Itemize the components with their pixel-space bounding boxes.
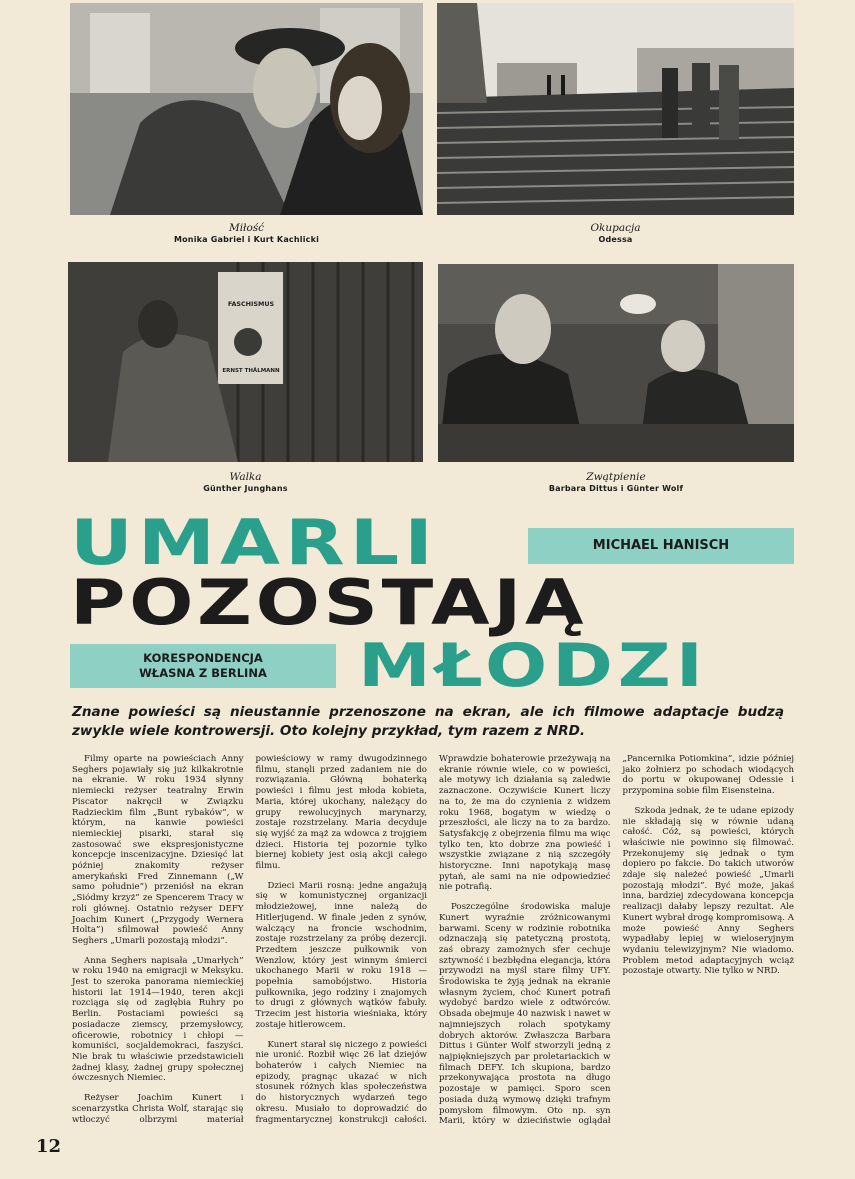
photo-okupacja bbox=[437, 3, 794, 215]
article-body bbox=[72, 754, 794, 1132]
correspondence-band bbox=[70, 644, 336, 688]
photo-walka bbox=[68, 262, 423, 462]
headline-line-3: MŁODZI bbox=[358, 631, 708, 701]
caption-title: Walka bbox=[229, 471, 262, 483]
article-lead: Znane powieści są nieustannie przenoszone na ekran, ale ich filmowe adaptacje budzą zwykle wiele kontrowersji. Oto kolejny przykład, tym razem z NRD. bbox=[72, 704, 784, 739]
headline-line-2: POZOSTAJĄ bbox=[70, 566, 588, 639]
article-paragraph: Reżyser Joachim Kunert i scenarzystka Christa Wolf, starając się wtłoczyć olbrzymi materiał powieściowy w ramy dwugodzinnego filmu, stanęli przed zadaniem nie do rozwiązania. Główną bohaterką powieści i filmu jest młoda kobieta, Maria, której ukochany, należący do grupy rewolucyjnych marynarzy, zostaje rozstrzelany. Maria decyduje się wyjść za mąż za wdowca z trojgiem dzieci. Historia tej pozornie tylko biernej kobiety jest osią akcji całego filmu. bbox=[72, 754, 427, 1125]
caption-subtitle: Barbara Dittus i Günter Wolf bbox=[548, 484, 684, 493]
photo-caption-zwatpienie bbox=[438, 471, 794, 494]
photo-caption-walka bbox=[68, 471, 423, 494]
headline-line-1: UMARLI bbox=[70, 506, 438, 579]
article-paragraph: Poszczególne środowiska maluje Kunert wyraźnie zróżnicowanymi barwami. Sceny w rodzinie robotnika odznaczają się patetyczną prostotą, zaś obrazy zamożnych sfer cechuje sztywność i bezbłędna elegancja, która przywodzi na myśl stare filmy UFY. Środowiska te żyją jednak na ekranie własnym życiem, choć Kunert potrafi wydobyć bardzo wiele z odtwórców. Obsada obejmuje 40 nazwisk i nawet w najmniejszych rolach spotykamy dobrych aktorów. Zwłaszcza Barbara Dittus i Günter Wolf stworzyli jedną z najpiękniejszych par proletariackich w filmach DEFY. Ich skupiona, bardzo przekonywająca prostota na długo pozostaje w pamięci. Sporo scen posiada dużą wymowę dzięki trafnym pomysłom filmowym. Oto np. syn Marii, który w dzieciństwie oglądał „Pancernika Potiomkina”, idzie później jako żołnierz po schodach wiodących do portu w okupowanej Odessie i przypomina sobie film Eisensteina. bbox=[439, 754, 794, 1127]
caption-title: Okupacja bbox=[590, 222, 641, 234]
article-paragraph: Kunert starał się niczego z powieści nie uronić. Rozbił więc 26 lat dziejów bohaterów i całych Niemiec na epizody, pragnąc ukazać w nich stosunek różnych klas społeczeństwa do historycznych wydarzeń tego okresu. Musiało to doprowadzić do fragmentarycznej konstrukcji całości. Wprawdzie bohaterowie przeżywają na ekranie równie wiele, co w powieści, ale motywy ich działania są zaledwie zaznaczone. Oczywiście Kunert liczy na to, że ma do czynienia z widzem roku 1968, bogatym w wiedzę o przeszłości, ale liczy na to za bardzo. Satysfakcję z obejrzenia filmu ma więc tylko ten, kto dobrze zna powieść i wszystkie związane z nią szczegóły historyczne. Inni napotykają masę pytań, ale sami na nie odpowiedzieć nie potrafią. bbox=[255, 754, 611, 1125]
caption-subtitle: Monika Gabriel i Kurt Kachlicki bbox=[173, 235, 320, 244]
caption-title: Miłość bbox=[228, 222, 265, 234]
poster-name: ERNST THÄLMANN bbox=[222, 368, 280, 374]
author-name: MICHAEL HANISCH bbox=[592, 538, 730, 553]
photo-caption-milosc bbox=[70, 222, 423, 245]
article-paragraph: Dzieci Marii rosną: jedne angażują się w komunistycznej organizacji młodzieżowej, inne należą do Hitlerjugend. W finale jeden z synów, walczący na froncie wschodnim, zostaje rozstrzelany za próbę dezercji. Przedtem jeszcze pułkownik von Wenzlow, który jest winnym śmierci ukochanego Marii w roku 1918 — popełnia samobójstwo. Historia pułkownika, jego rodziny i znajomych to drugi z głównych wątków fabuły. Trzecim jest historia wieśniaka, który zostaje hitlerowcem. bbox=[255, 880, 427, 1030]
photo-milosc bbox=[70, 3, 423, 215]
caption-subtitle: Odessa bbox=[598, 235, 633, 244]
correspondence-line-1: KORESPONDENCJA bbox=[143, 651, 263, 665]
caption-subtitle: Günther Junghans bbox=[203, 484, 288, 493]
photo-zwatpienie bbox=[438, 264, 794, 462]
article-paragraph: Szkoda jednak, że te udane epizody nie składają się w równie udaną całość. Cóż, są powieści, których właściwie nie powinno się filmować. Przekonujemy się jednak o tym dopiero po fakcie. Do takich utworów zdaje się należeć powieść „Umarli pozostają młodzi”. Być może, jakaś inna, bardziej zdecydowana koncepcja realizacji dałaby lepszy rezultat. Ale Kunert wybrał drogę kompromisową. A może powieść Anny Seghers wypadłaby lepiej w wieloseryjnym wydaniu telewizyjnym? Nie wiadomo. Problem metod adaptacyjnych wciąż pozostaje otwarty. Nie tylko w NRD. bbox=[622, 805, 794, 977]
poster-text bbox=[220, 300, 282, 308]
page-number: 12 bbox=[36, 1136, 62, 1157]
poster-headline: FASCHISMUS bbox=[227, 300, 275, 308]
caption-title: Zwątpienie bbox=[586, 471, 646, 483]
article-paragraph: Filmy oparte na powieściach Anny Seghers pojawiały się już kilkakrotnie na ekranie. W roku 1934 słynny niemiecki reżyser teatralny Erwin Piscator nakręcił w Związku Radzieckim film „Bunt rybaków”, w którym, na kanwie powieści niemieckiej pisarki, starał się zastosować swe ekspresjonistyczne koncepcje inscenizacyjne. Dziesięć lat później znakomity reżyser amerykański Fred Zinnemann („W samo południe”) przeniósł na ekran „Siódmy krzyż” ze Spencerem Tracy w roli głównej. Ostatnio reżyser DEFY Joachim Kunert („Przygody Wernera Holta”) sfilmował powieść Anny Seghers „Umarli pozostają młodzi”. bbox=[72, 754, 244, 946]
article-paragraph: Anna Seghers napisała „Umarłych” w roku 1940 na emigracji w Meksyku. Jest to szeroka panorama niemieckiej historii lat 1914—1940, teren akcji rozciąga się od zagłębia Ruhry po Berlin. Postaciami powieści są posiadacze ziemscy, przemysłowcy, oficerowie, robotnicy i chłopi — komuniści, socjaldemokraci, faszyści. Nie brak tu właściwie przedstawicieli żadnej klasy, żadnej grupy społecznej ówczesnych Niemiec. bbox=[72, 955, 244, 1084]
photo-caption-okupacja bbox=[437, 222, 794, 245]
correspondence-line-2: WŁASNA Z BERLINA bbox=[139, 666, 267, 680]
author-band bbox=[528, 528, 794, 564]
